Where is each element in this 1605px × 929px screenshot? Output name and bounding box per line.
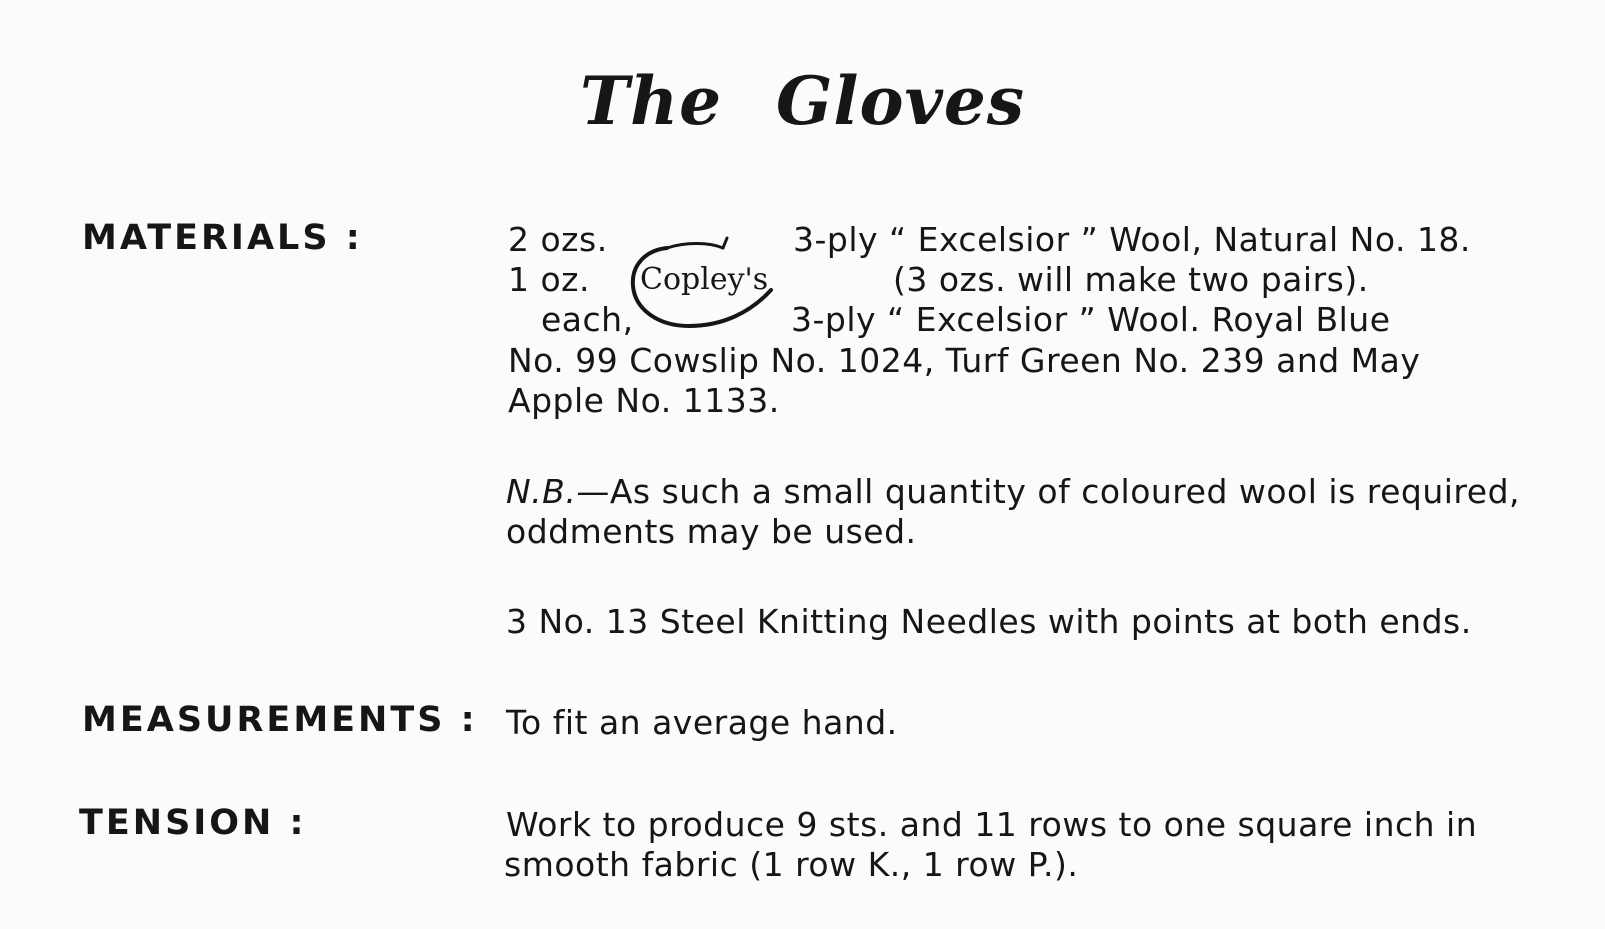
materials-line2-desc: (3 ozs. will make two pairs). xyxy=(893,260,1369,299)
materials-line4 xyxy=(508,341,1548,380)
materials-line1-qty: 2 ozs. xyxy=(508,220,608,259)
materials-line2-qty: 1 oz. xyxy=(508,260,590,299)
materials-line1-desc: 3-ply “ Excelsior ” Wool, Natural No. 18. xyxy=(793,220,1471,259)
nb-line1 xyxy=(506,472,1520,511)
materials-line4-text: No. 99 Cowslip No. 1024, Turf Green No. 239 and May xyxy=(508,341,1421,380)
page-title: The Gloves xyxy=(579,62,1026,140)
tension-line1: Work to produce 9 sts. and 11 rows to one square inch in xyxy=(506,805,1478,844)
tension-label: TENSION : xyxy=(79,803,307,843)
copleys-logo-text: Copley's xyxy=(640,262,769,297)
measurements-text: To fit an average hand. xyxy=(506,703,898,742)
materials-line3-qty: each, xyxy=(541,300,634,339)
materials-line5: Apple No. 1133. xyxy=(508,381,780,420)
nb-prefix: N.B. xyxy=(506,472,577,511)
nb-line1-text: —As such a small quantity of coloured wool is required, xyxy=(576,472,1521,511)
needles-line: 3 No. 13 Steel Knitting Needles with points at both ends. xyxy=(506,602,1472,641)
tension-line2: smooth fabric (1 row K., 1 row P.). xyxy=(504,845,1079,884)
measurements-label: MEASUREMENTS : xyxy=(82,700,478,740)
nb-line2: oddments may be used. xyxy=(506,512,917,551)
materials-label: MATERIALS : xyxy=(82,218,363,258)
materials-line3-desc: 3-ply “ Excelsior ” Wool. Royal Blue xyxy=(791,300,1391,339)
